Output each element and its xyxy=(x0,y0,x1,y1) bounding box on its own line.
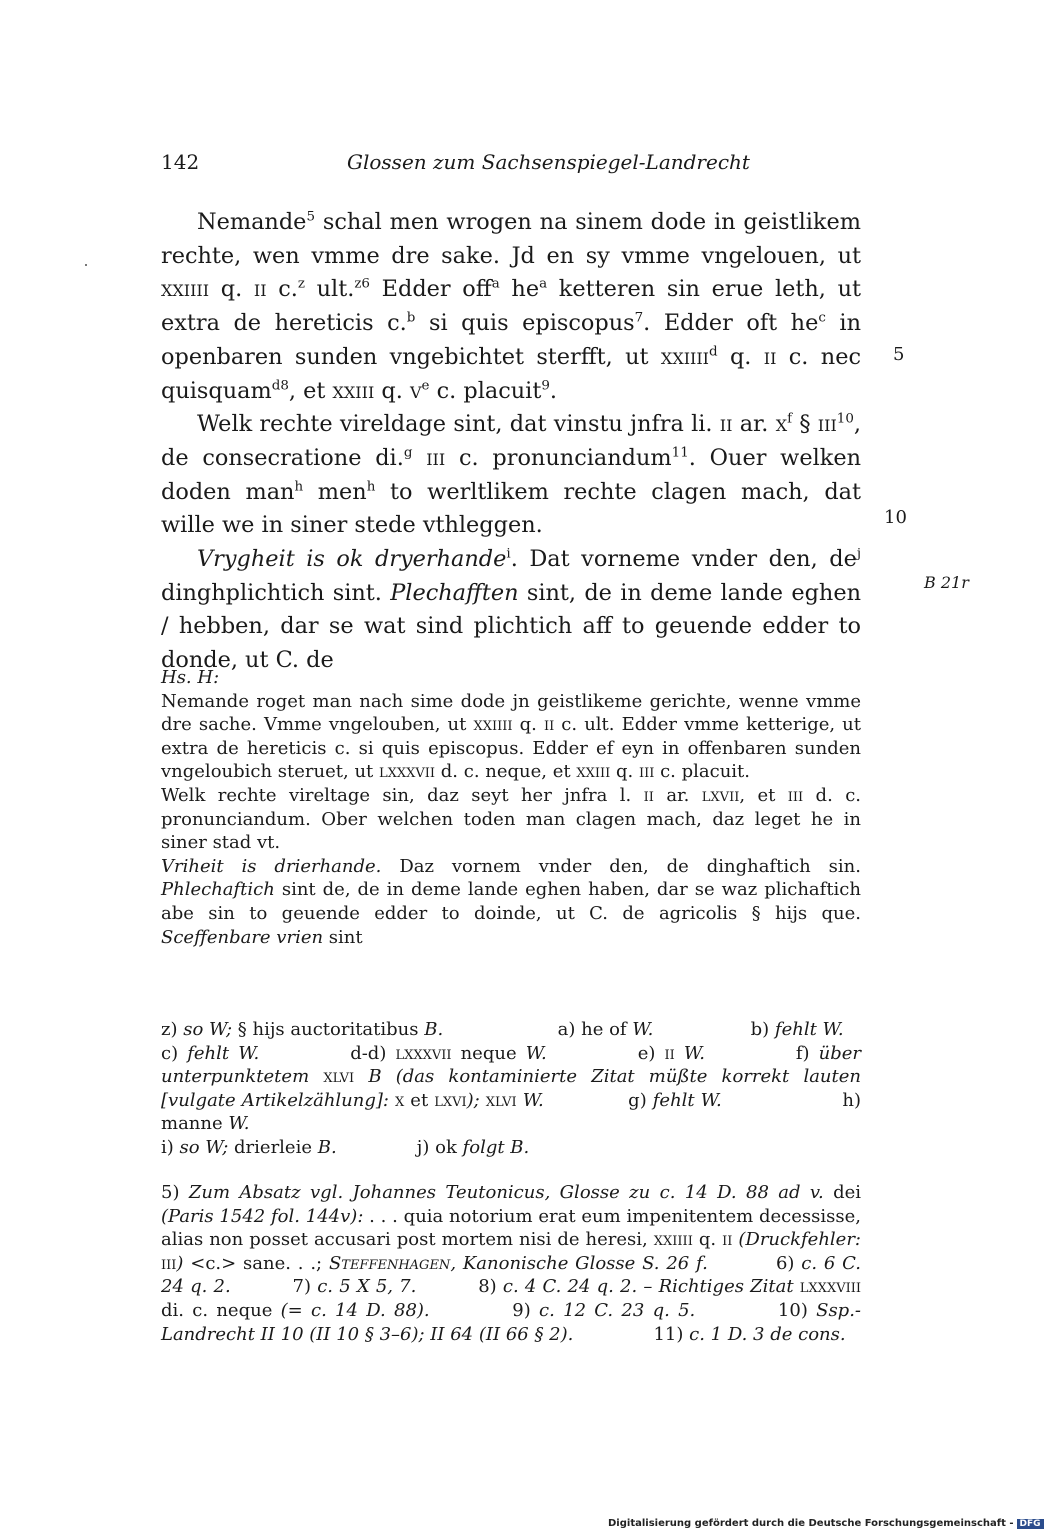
apparatus-line-2: c) fehlt W. d-d) lxxxvii neque W. e) ii W. f) über unterpunktetem xlvi B (das kontaminierte Zitat müßte korrekt lauten [vulgate Artikelzählung]: x et lxvi); xlvi W. g) fehlt W. h) manne W. xyxy=(161,1042,862,1135)
source-notes xyxy=(161,1181,861,1346)
paragraph-vrygheit: Vrygheit is ok dryerhande$^i$. Dat vorneme vnder den, $de^j$ dinghplichtich sint. Plechafften sint, de in deme lande eghen / hebben, dar se wat sind plichtich aff to geuende edder to donde, ut C. de xyxy=(161,546,861,674)
apparatus-line-3: i) so W; drierleie B. j) ok folgt B. xyxy=(161,1136,530,1158)
manuscript-h-variant xyxy=(161,666,861,949)
margin-speck xyxy=(85,264,87,266)
paragraph-nemande: Nemande$^5$ schal men wrogen na sinem dode in geistlikem rechte, wen vmme dre sake. Jd en sy vmme vngelouen, ut xxiiii q. ii c.$^z$ ult.$^{z6}$ Edder off$^a$ $he^a$ ketteren sin erue leth, ut extra de hereticis c.$^b$ si quis episcopus$^7$. Edder oft $he^c$ in openbaren sunden vngebichtet sterfft, ut xxiiii$^d$ q. ii c. nec quisquam$^{d8}$, et xxiii q. $v^e$ c. placuit$^9$. xyxy=(161,209,862,404)
page-number: 142 xyxy=(161,150,200,174)
running-title: Glossen zum Sachsenspiegel-Landrecht xyxy=(347,150,750,174)
hs-paragraph-2: Welk rechte vireltage sin, daz seyt her jnfra l. ii ar. lxvii, et iii d. c. pronunciandum. Ober welchen toden man clagen mach, daz leget he in siner stad vt. xyxy=(161,784,861,854)
running-header xyxy=(161,150,861,180)
dfg-logo: DFG xyxy=(1017,1519,1044,1529)
main-text xyxy=(161,206,861,678)
paragraph-welk: Welk rechte vireldage sint, dat vinstu jnfra li. ii ar. $x^f$ § iii$^{10}$, de consecratione di.$^g$ iii c. pronunciandum$^{11}$. Ouer welken doden man$^h$ men$^h$ to werltlikem rechte clagen mach, dat wille we in siner stede vthleggen. xyxy=(161,411,861,539)
apparatus-line-1: z) so W; § hijs auctoritatibus B. a) he of W. b) fehlt W. xyxy=(161,1019,844,1040)
margin-folio-reference: B 21r xyxy=(924,573,969,592)
hs-paragraph-1: Nemande roget man nach sime dode jn geistlikeme gerichte, wenne vmme dre sache. Vmme vngelouben, ut xxiiii q. ii c. ult. Edder vmme ketterige, ut extra de hereticis c. si quis episcopus. Edder ef eyn in offenbaren sunden vngeloubich steruet, ut lxxxvii d. c. neque, et xxiii q. iii c. placuit. xyxy=(161,690,861,783)
manuscript-label: Hs. H: xyxy=(161,667,220,688)
margin-line-number-10: 10 xyxy=(884,507,907,528)
critical-apparatus xyxy=(161,1018,861,1160)
hs-paragraph-3: Vriheit is drierhande. Daz vornem vnder den, de dinghaftich sin. Phlechaftich sint de, de in deme lande eghen haben, dar se waz plichaftich abe sin to geuende edder to doinde, ut C. de agricolis § hijs que. Sceffenbare vrien sint xyxy=(161,855,861,948)
margin-line-number-5: 5 xyxy=(893,344,905,365)
notes-block: 5) Zum Absatz vgl. Johannes Teutonicus, Glosse zu c. 14 D. 88 ad v. dei (Paris 1542 fol. 144v): . . . quia notorium erat eum impenitentem decessisse, alias non posset accusari post mortem nisi de heresi, xxiiii q. ii (Druckfehler: iii) <c.> sane. . .; Steffenhagen, Kanonische Glosse S. 26 f. 6) c. 6 C. 24 q. 2. 7) c. 5 X 5, 7. 8) c. 4 C. 24 q. 2. – Richtiges Zitat lxxxviii di. c. neque (= c. 14 D. 88). 9) c. 12 C. 23 q. 5. 10) Ssp.-Landrecht II 10 (II 10 § 3–6); II 64 (II 66 § 2). 11) c. 1 D. 3 de cons. xyxy=(161,1182,862,1345)
credit-text: Digitalisierung gefördert durch die Deutsche Forschungsgemeinschaft - xyxy=(608,1518,1014,1529)
digitization-credit xyxy=(608,1518,1041,1534)
